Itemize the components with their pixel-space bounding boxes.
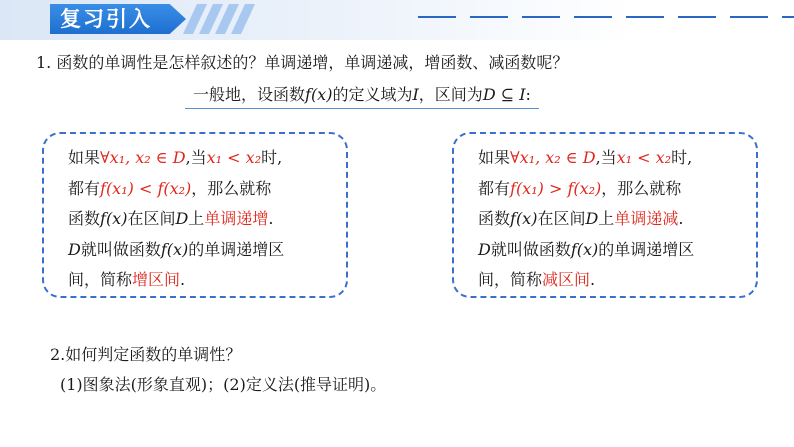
- text: 间，简称: [478, 270, 543, 289]
- header-dash-rule: [418, 16, 794, 18]
- box-line-2: [68, 174, 332, 205]
- text: ,当: [185, 148, 207, 167]
- question-1: 1. 函数的单调性是怎样叙述的？单调递增，单调递减，增函数、减函数呢？: [36, 53, 569, 72]
- text: .: [180, 270, 186, 289]
- text: .: [268, 209, 274, 228]
- text: 函数: [68, 209, 101, 228]
- interval-symbol: D: [585, 209, 599, 228]
- function-symbol: f(x): [510, 209, 538, 228]
- intro-function: f(x): [305, 85, 333, 104]
- text: .: [590, 270, 596, 289]
- box-line-5: [478, 265, 742, 296]
- term-decreasing: 单调递减: [614, 209, 679, 228]
- text: 的单调递增区: [188, 239, 285, 259]
- text: 都有: [68, 178, 101, 198]
- text: ，那么就称: [191, 178, 272, 198]
- interval-symbol: D: [478, 239, 491, 259]
- box-line-3: [478, 204, 742, 235]
- text: 的单调递增区: [598, 239, 695, 259]
- intro-interval: D ⊆ I: [482, 85, 526, 104]
- intro-text-4: :: [525, 85, 531, 104]
- intro-text-3: ，区间为: [418, 85, 483, 104]
- inequality: f(x₁) < f(x₂): [100, 178, 192, 198]
- function-symbol: f(x): [570, 239, 599, 259]
- header-title: 复习引入: [60, 7, 152, 31]
- text: ，那么就称: [601, 178, 682, 198]
- methods-answer: (1)图象法(形象直观)；(2)定义法(推导证明)。: [60, 375, 387, 394]
- text: 函数: [478, 209, 511, 228]
- term-increasing: 单调递增: [204, 209, 269, 228]
- text: 就叫做函数: [80, 239, 161, 259]
- decreasing-definition-box: [452, 132, 758, 298]
- intro-text-1: 一般地，设函数: [193, 85, 306, 104]
- order-condition: x₁ < x₂: [206, 148, 262, 167]
- interval-symbol: D: [68, 239, 81, 259]
- box-line-2: [478, 174, 742, 205]
- intro-domain: I: [412, 85, 419, 104]
- text: 都有: [478, 178, 511, 198]
- order-condition: x₁ < x₂: [616, 148, 672, 167]
- question-2: 2.如何判定函数的单调性？: [50, 345, 242, 364]
- box-line-1: [478, 143, 742, 174]
- definition-intro: [185, 82, 539, 109]
- box-line-1: [68, 143, 332, 174]
- text: .: [678, 209, 684, 228]
- text: ,当: [595, 148, 617, 167]
- term-increasing-interval: 增区间: [132, 270, 181, 289]
- box-line-3: [68, 204, 332, 235]
- text: 如果: [478, 148, 511, 167]
- text: 在区间: [127, 209, 176, 228]
- function-symbol: f(x): [100, 209, 128, 228]
- text: 上: [188, 209, 205, 228]
- inequality: f(x₁) > f(x₂): [510, 178, 602, 198]
- box-line-4: [478, 235, 742, 266]
- text: 间，简称: [68, 270, 133, 289]
- forall-condition: ∀x₁, x₂ ∈ D: [100, 148, 186, 167]
- term-decreasing-interval: 减区间: [542, 270, 591, 289]
- text: 在区间: [537, 209, 586, 228]
- text: 就叫做函数: [490, 239, 571, 259]
- box-line-4: [68, 235, 332, 266]
- text: 时,: [261, 148, 283, 167]
- box-line-5: [68, 265, 332, 296]
- interval-symbol: D: [175, 209, 189, 228]
- text: 如果: [68, 148, 101, 167]
- increasing-definition-box: [42, 132, 348, 298]
- function-symbol: f(x): [160, 239, 189, 259]
- intro-text-2: 的定义域为: [332, 85, 413, 104]
- text: 上: [598, 209, 615, 228]
- forall-condition: ∀x₁, x₂ ∈ D: [510, 148, 596, 167]
- text: 时,: [671, 148, 693, 167]
